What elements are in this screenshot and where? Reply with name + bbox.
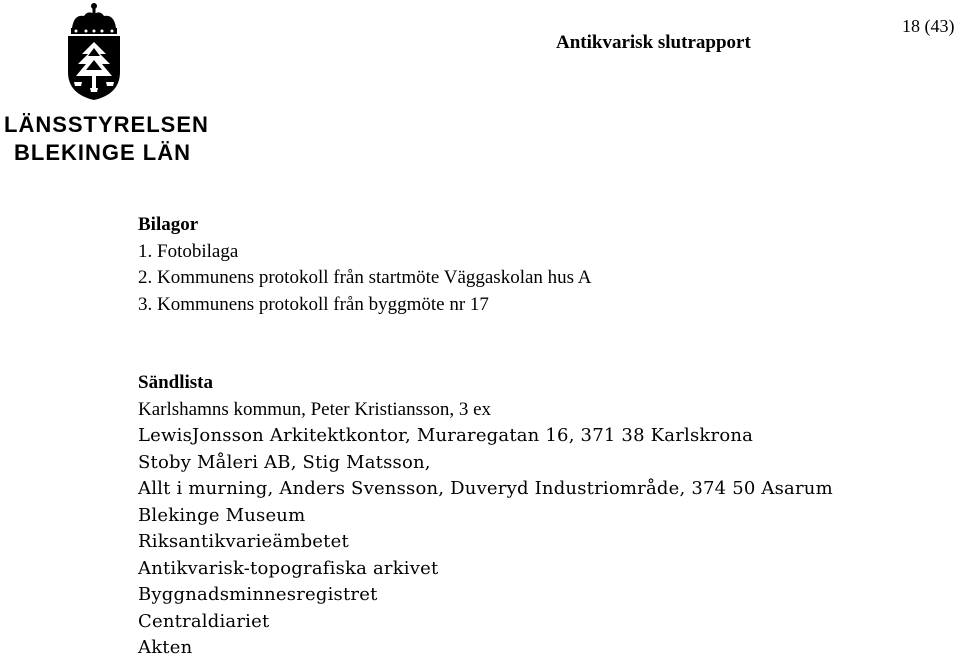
page-number: 18 (43): [902, 16, 955, 36]
list-item: Antikvarisk-topografiska arkivet: [138, 557, 439, 579]
bilagor-heading: Bilagor: [138, 214, 199, 235]
list-item: Centraldiariet: [138, 610, 270, 632]
list-item: 2. Kommunens protokoll från startmöte Väggaskolan hus A: [138, 267, 592, 288]
list-item: Karlshamns kommun, Peter Kristiansson, 3 ex: [138, 398, 492, 420]
logo: [0, 0, 209, 170]
list-item: Allt i murning, Anders Svensson, Duveryd Industriområde, 374 50 Asarum: [138, 478, 833, 499]
list-item: LewisJonsson Arkitektkontor, Muraregatan 16, 371 38 Karlskrona: [138, 425, 754, 446]
list-item: 1. Fotobilaga: [138, 240, 239, 262]
bilagor-section: [138, 212, 591, 318]
list-item: Akten: [138, 637, 193, 658]
list-item: Riksantikvarieämbetet: [138, 531, 349, 552]
list-item: 3. Kommunens protokoll från byggmöte nr 17: [138, 293, 489, 315]
list-item: Blekinge Museum: [138, 504, 306, 526]
crest-icon: [62, 2, 126, 102]
list-item: Byggnadsminnesregistret: [138, 584, 378, 605]
sandlista-heading: Sändlista: [138, 372, 213, 393]
organization-name: LÄNSSTYRELSEN: [4, 112, 209, 137]
report-title: Antikvarisk slutrapport: [556, 32, 751, 53]
sandlista-section: [138, 370, 833, 662]
organization-county: BLEKINGE LÄN: [14, 140, 191, 165]
list-item: Stoby Måleri AB, Stig Matsson,: [138, 451, 431, 473]
